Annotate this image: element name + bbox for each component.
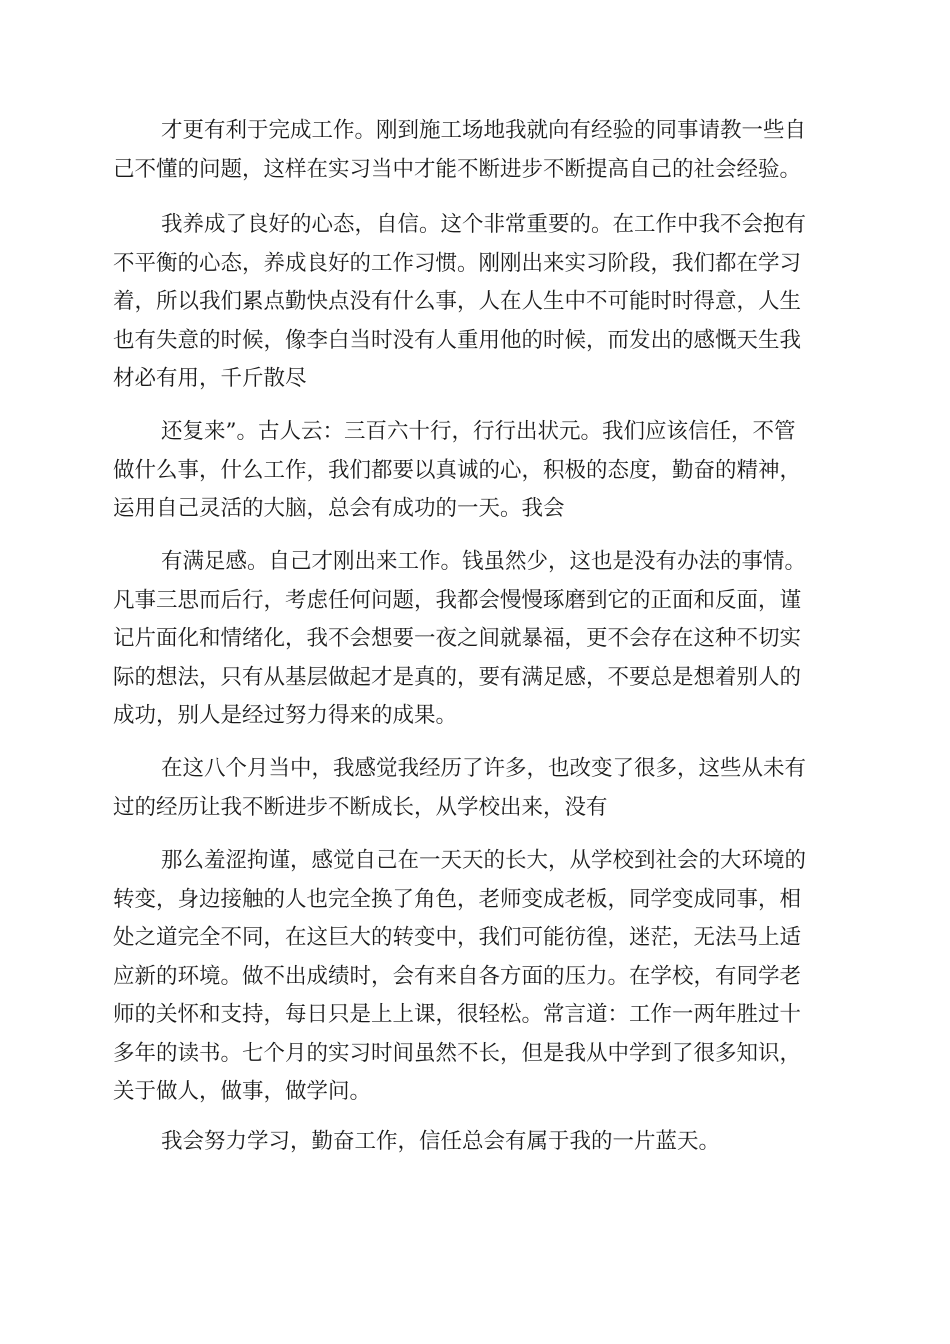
paragraph-line: 那么羞涩拘谨，感觉自己在一天天的长大，从学校到社会的大环境的: [161, 848, 807, 873]
paragraph-line: 过的经历让我不断进步不断成长，从学校出来，没有: [113, 794, 608, 820]
paragraph-line: 还复来”。古人云：三百六十行，行行出状元。我们应该信任，不管: [161, 419, 796, 444]
paragraph-line: 转变，身边接触的人也完全换了角色，老师变成老板，同学变成同事，相: [113, 886, 802, 912]
paragraph-4: [113, 543, 835, 736]
paragraph-line: 不平衡的心态，养成良好的工作习惯。刚刚出来实习阶段，我们都在学习: [113, 250, 802, 276]
paragraph-line: 凡事三思而后行，考虑任何问题，我都会慢慢琢磨到它的正面和反面，谨: [113, 587, 802, 613]
paragraph-line: 运用自己灵活的大脑，总会有成功的一天。我会: [113, 496, 565, 521]
paragraph-line: 才更有利于完成工作。刚到施工场地我就向有经验的同事请教一些自: [161, 118, 807, 143]
paragraph-line: 师的关怀和支持，每日只是上上课，很轻松。常言道：工作一两年胜过十: [113, 1002, 802, 1027]
paragraph-line: 记片面化和情绪化，我不会想要一夜之间就暴福，更不会存在这种不切实: [113, 626, 802, 651]
paragraph-line: 材必有用，千斤散尽: [113, 366, 307, 391]
paragraph-line: 在这八个月当中，我感觉我经历了许多，也改变了很多，这些从未有: [161, 756, 807, 781]
paragraph-line: 有满足感。自己才刚出来工作。钱虽然少，这也是没有办法的事情。: [161, 549, 807, 574]
paragraph-line: 着，所以我们累点勤快点没有什么事，人在人生中不可能时时得意，人生: [113, 289, 802, 314]
paragraph-line: 我会努力学习，勤奋工作，信任总会有属于我的一片蓝天。: [161, 1129, 721, 1154]
paragraph-line: 也有失意的时候，像李白当时没有人重用他的时候，而发出的感慨天生我: [113, 327, 802, 353]
paragraph-2: [113, 206, 835, 399]
paragraph-line: 关于做人，做事，做学问。: [113, 1079, 372, 1104]
paragraph-3: [113, 413, 835, 529]
paragraph-line: 做什么事，什么工作，我们都要以真诚的心，积极的态度，勤奋的精神，: [113, 457, 802, 483]
paragraph-line: 际的想法，只有从基层做起才是真的，要有满足感，不要总是想着别人的: [113, 664, 802, 690]
paragraph-1: [113, 112, 835, 189]
paragraph-line: 处之道完全不同，在这巨大的转变中，我们可能彷徨，迷茫，无法马上适: [113, 925, 802, 950]
paragraph-5: [113, 750, 835, 827]
paragraph-line: 多年的读书。七个月的实习时间虽然不长，但是我从中学到了很多知识，: [113, 1040, 802, 1066]
paragraph-line: 成功，别人是经过努力得来的成果。: [113, 703, 458, 728]
paragraph-line: 己不懂的问题，这样在实习当中才能不断进步不断提高自己的社会经验。: [113, 156, 802, 182]
paragraph-6: [113, 842, 835, 1112]
paragraph-line: 我养成了良好的心态，自信。这个非常重要的。在工作中我不会抱有: [161, 212, 807, 237]
paragraph-line: 应新的环境。做不出成绩时，会有来自各方面的压力。在学校，有同学老: [113, 963, 802, 989]
paragraph-7: [113, 1123, 835, 1162]
